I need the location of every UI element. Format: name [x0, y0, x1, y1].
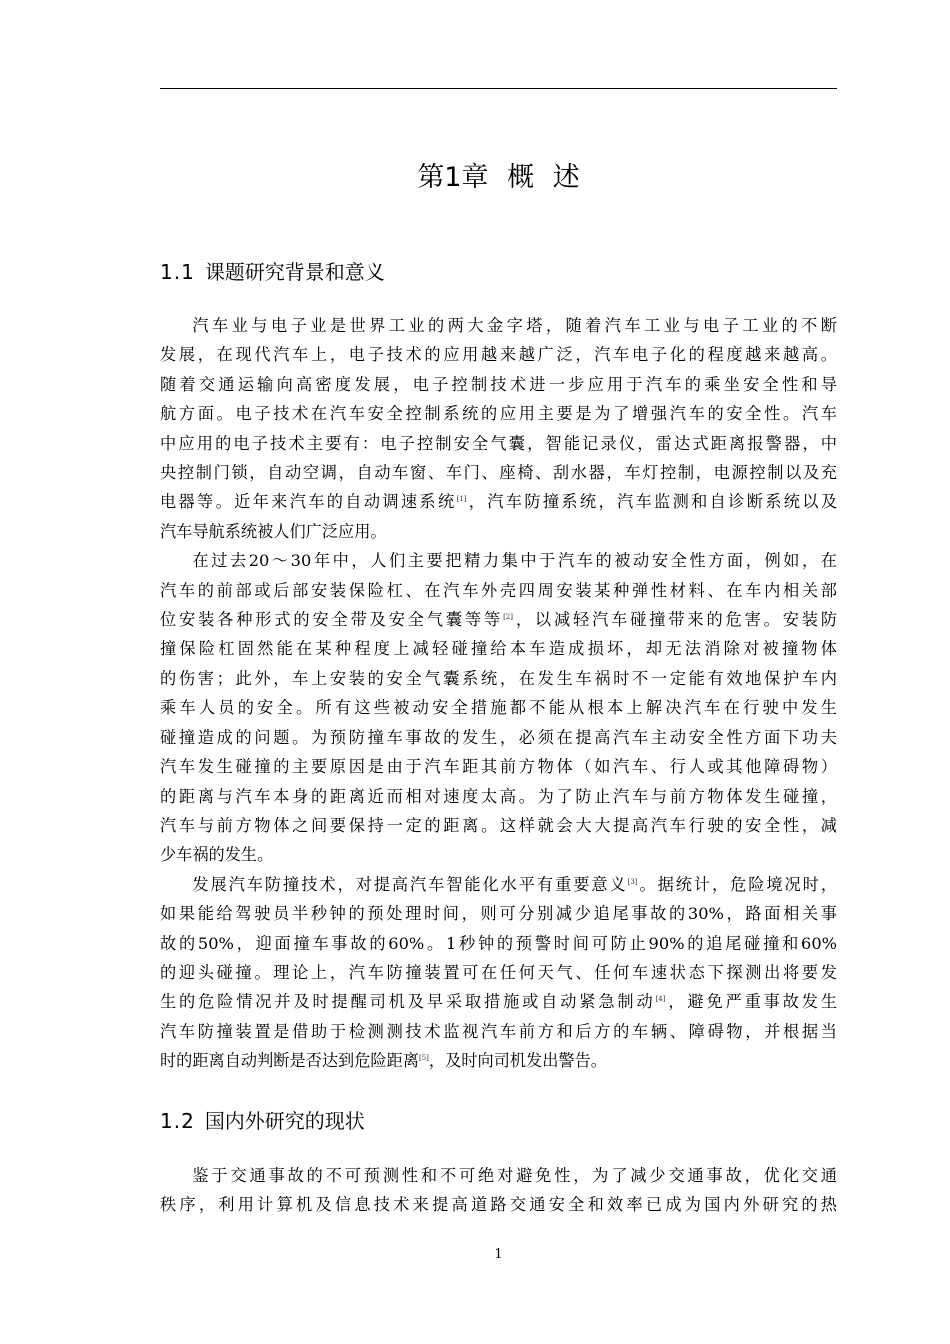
text-line [160, 870, 837, 899]
text-segment: 。据统计，危险境况时， [637, 874, 838, 894]
text-line: 汽车发生碰撞的主要原因是由于汽车距其前方物体（如汽车、行人或其他障碍物） [160, 757, 837, 777]
text-line: 汽车导航系统被人们广泛应用。 [160, 521, 387, 541]
text-line: 央控制门锁，自动空调，自动车窗、车门、座椅、刮水器，车灯控制，电源控制以及充 [160, 463, 837, 483]
text-line: 的迎头碰撞。理论上，汽车防撞装置可在任何天气、任何车速状态下探测出将要发 [160, 962, 837, 982]
text-line: 的距离与汽车本身的距离近而相对速度太高。为了防止汽车与前方物体发生碰撞， [160, 786, 837, 806]
text-line [160, 987, 837, 1016]
chapter-title [160, 158, 837, 198]
text-line: 鉴于交通事故的不可预测性和不可绝对避免性，为了减少交通事故，优化交通 [192, 1166, 837, 1185]
citation-ref: [3] [627, 877, 638, 886]
text-line: 汽车的前部或后部安装保险杠、在汽车外壳四周安装某种弹性材料、在车内相关部 [160, 580, 837, 600]
section-number: 1.1 [160, 260, 195, 284]
section-title: 课题研究背景和意义 [204, 260, 385, 284]
text-line: 发展，在现代汽车上，电子技术的应用越来越广泛，汽车电子化的程度越来越高。 [160, 345, 837, 365]
text-segment: 电器等。近年来汽车的自动调速系统 [160, 492, 457, 512]
text-line: 撞保险杠固然能在某种程度上减轻碰撞给本车造成损坏，却无法消除对被撞物体 [160, 639, 837, 659]
text-line: 乘车人员的安全。所有这些被动安全措施都不能从根本上解决汽车在行驶中发生 [160, 698, 837, 718]
section-number: 1.2 [160, 1109, 195, 1133]
section-heading-1-1 [160, 257, 385, 287]
text-segment: ，以减轻汽车碰撞带来的危害。安装防 [513, 610, 838, 630]
text-line [160, 487, 837, 516]
text-line: 汽车业与电子业是世界工业的两大金字塔，随着汽车工业与电子工业的不断 [192, 316, 837, 335]
text-line: 汽车防撞装置是借助于检测测技术监视汽车前方和后方的车辆、障碍物，并根据当 [160, 1021, 837, 1041]
text-segment: ，汽车防撞系统，汽车监测和自诊断系统以及 [466, 492, 838, 512]
section-heading-1-2 [160, 1106, 365, 1136]
citation-ref: [1] [456, 495, 467, 504]
text-line: 故的50%，迎面撞车事故的60%。1秒钟的预警时间可防止90%的追尾碰撞和60% [160, 933, 837, 953]
section-title: 国内外研究的现状 [204, 1109, 365, 1133]
chapter-number: 第1章 [417, 162, 489, 193]
text-segment: 时的距离自动判断是否达到危险距离 [160, 1051, 419, 1071]
paragraph-4 [160, 1161, 837, 1220]
text-line: 汽车与前方物体之间要保持一定的距离。这样就会大大提高汽车行驶的安全性，减 [160, 815, 837, 835]
header-rule [160, 88, 837, 89]
text-segment: ，避免严重事故发生 [665, 992, 838, 1012]
text-line: 中应用的电子技术主要有：电子控制安全气囊，智能记录仪，雷达式距离报警器，中 [160, 433, 837, 453]
text-segment: ，及时向司机发出警告。 [428, 1051, 607, 1071]
text-segment: 生的危险情况并及时提醒司机及早采取措施或自动紧急制动 [160, 992, 656, 1012]
text-line: 秩序，利用计算机及信息技术来提高道路交通安全和效率已成为国内外研究的热 [160, 1195, 837, 1215]
text-line: 的伤害；此外，车上安装的安全气囊系统，在发生车祸时不一定能有效地保护车内 [160, 668, 837, 688]
chapter-title-b: 述 [552, 162, 580, 193]
citation-ref: [5] [419, 1054, 429, 1063]
text-line: 航方面。电子技术在汽车安全控制系统的应用主要是为了增强汽车的安全性。汽车 [160, 404, 837, 424]
paragraph-1 [160, 311, 837, 1076]
text-line: 碰撞造成的问题。为预防撞车事故的发生，必须在提高汽车主动安全性方面下功夫 [160, 727, 837, 747]
text-line: 少车祸的发生。 [160, 845, 274, 865]
text-line: 在过去20～30年中，人们主要把精力集中于汽车的被动安全性方面，例如，在 [192, 551, 837, 571]
citation-ref: [2] [503, 613, 513, 622]
text-segment: 发展汽车防撞技术，对提高汽车智能化水平有重要意义 [192, 874, 628, 894]
text-segment: 位安装各种形式的安全带及安全气囊等等 [160, 610, 504, 630]
text-line: 如果能给驾驶员半秒钟的预处理时间，则可分别减少追尾事故的30%，路面相关事 [160, 904, 837, 924]
page-number: 1 [494, 1247, 503, 1262]
text-line [160, 1046, 837, 1075]
chapter-title-a: 概 [507, 162, 535, 193]
text-line: 随着交通运输向高密度发展，电子控制技术进一步应用于汽车的乘坐安全性和导 [160, 374, 837, 394]
text-line [160, 605, 837, 634]
citation-ref: [4] [655, 995, 666, 1004]
